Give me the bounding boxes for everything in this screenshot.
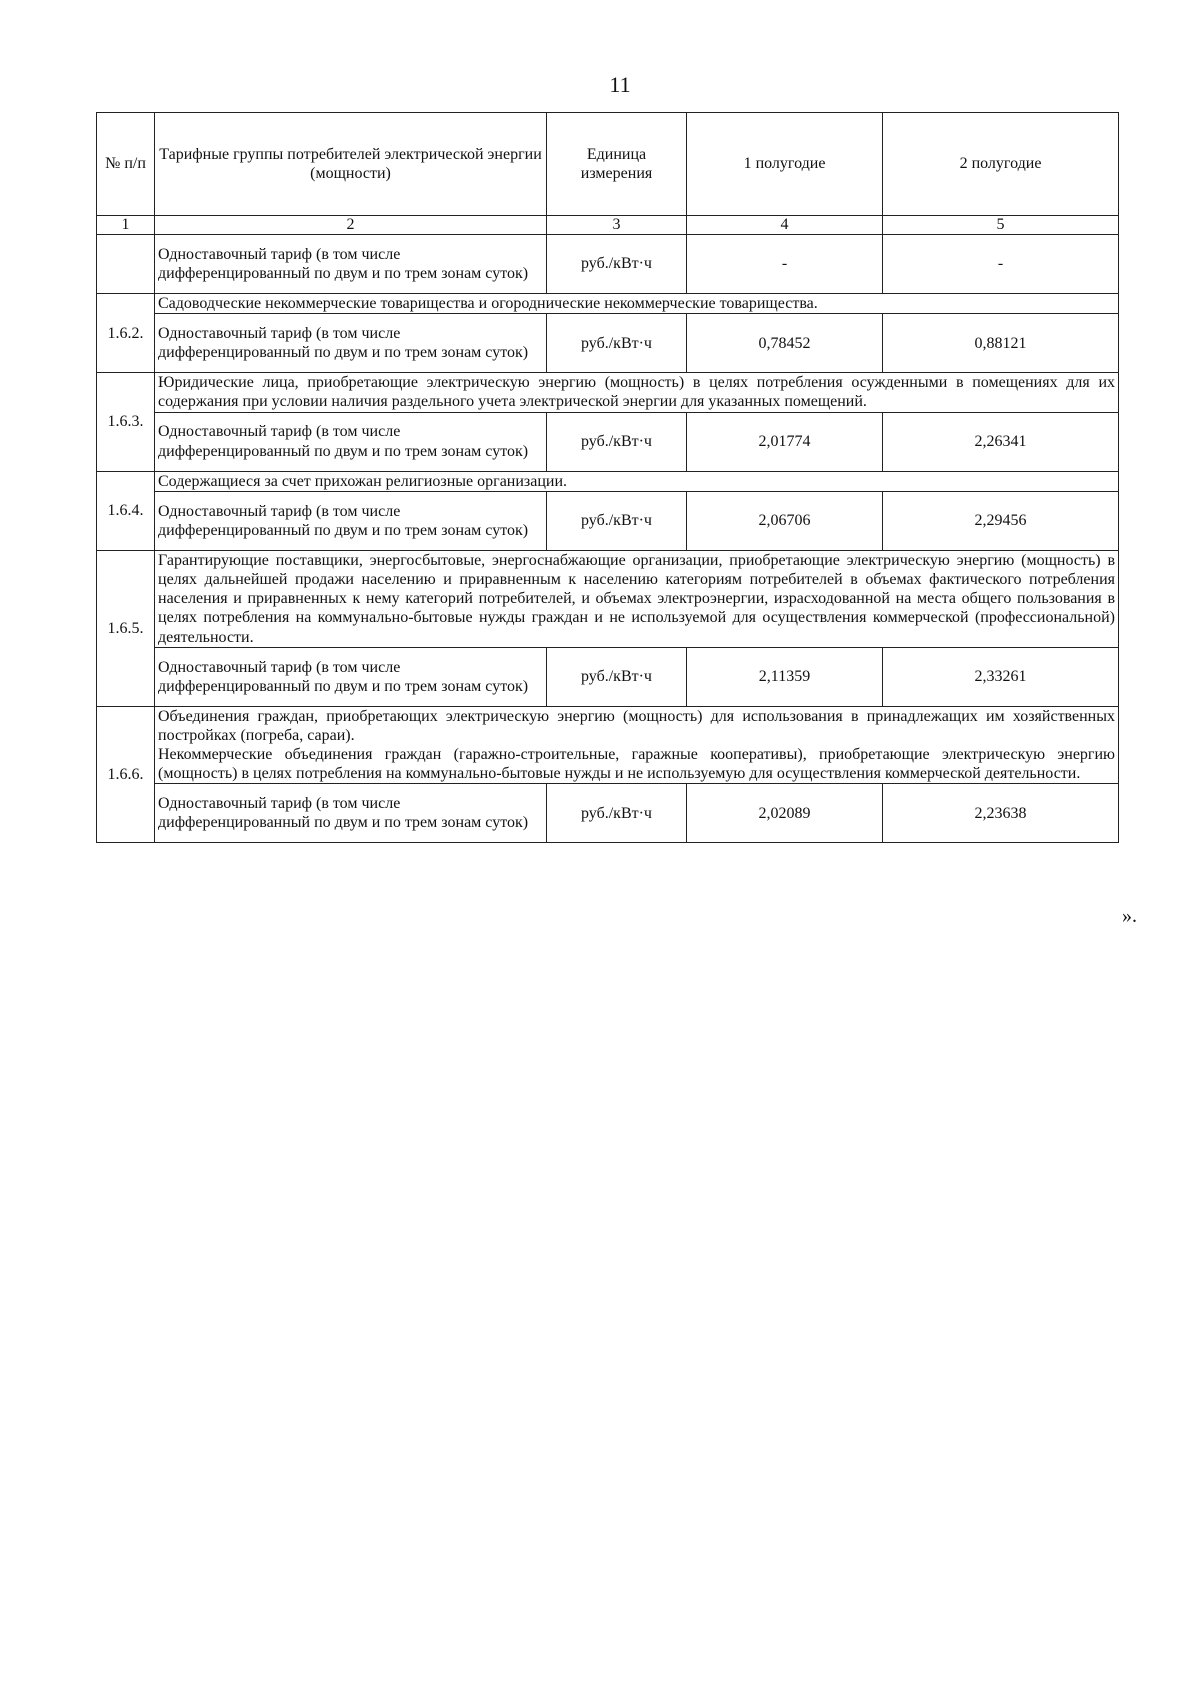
- table-row: [97, 235, 1119, 294]
- header-number: № п/п: [97, 113, 155, 216]
- column-index: 3: [547, 216, 687, 235]
- unit-cell: руб./кВт·ч: [547, 235, 687, 294]
- table-row: [97, 412, 1119, 471]
- group-description-cell: Гарантирующие поставщики, энергосбытовые, энергоснабжающие организации, приобретающие электрическую энергию (мощность) в целях дальнейшей продажи населению и приравненным к населению категориям потребителей в объемах фактического потребления населения и приравненных к нему категорий потребителей, и объемах электроэнергии, израсходованной на места общего пользования в целях потребления на коммунально-бытовые нужды граждан и не используемой для осуществления коммерческой (профессиональной) деятельности.: [155, 550, 1119, 647]
- column-index: 4: [687, 216, 883, 235]
- tariff-name-cell: Одноставочный тариф (в том числе дифференцированный по двум и по трем зонам суток): [155, 412, 547, 471]
- half-2-value: 0,88121: [883, 314, 1119, 373]
- half-1-value: -: [687, 235, 883, 294]
- table-header-row: [97, 113, 1119, 216]
- table-row: [97, 647, 1119, 706]
- unit-cell: руб./кВт·ч: [547, 784, 687, 843]
- row-number-cell: 1.6.2.: [97, 294, 155, 373]
- tariff-name-cell: Одноставочный тариф (в том числе дифференцированный по двум и по трем зонам суток): [155, 647, 547, 706]
- half-2-value: -: [883, 235, 1119, 294]
- table-row: [97, 314, 1119, 373]
- table-row-group-heading: [97, 294, 1119, 314]
- table-row-group-heading: [97, 471, 1119, 491]
- row-number-cell: [97, 235, 155, 294]
- half-2-value: 2,33261: [883, 647, 1119, 706]
- group-description-part-a: Объединения граждан, приобретающих электрическую энергию (мощность) для использования в принадлежащих им хозяйственных постройках (погреба, сараи).: [158, 707, 1115, 744]
- row-number-cell: 1.6.4.: [97, 471, 155, 550]
- group-description-cell: Содержащиеся за счет прихожан религиозные организации.: [155, 471, 1119, 491]
- header-tariff-groups: Тарифные группы потребителей электрической энергии (мощности): [155, 113, 547, 216]
- closing-quote-mark: ».: [1122, 905, 1137, 927]
- row-number-cell: 1.6.6.: [97, 706, 155, 843]
- tariff-name-cell: Одноставочный тариф (в том числе дифференцированный по двум и по трем зонам суток): [155, 784, 547, 843]
- table-row-group-heading: [97, 373, 1119, 412]
- unit-cell: руб./кВт·ч: [547, 412, 687, 471]
- half-2-value: 2,23638: [883, 784, 1119, 843]
- page-number: 11: [609, 72, 631, 97]
- table-row-group-heading: [97, 706, 1119, 784]
- column-index: 2: [155, 216, 547, 235]
- unit-cell: руб./кВт·ч: [547, 314, 687, 373]
- tariff-name-cell: Одноставочный тариф (в том числе дифференцированный по двум и по трем зонам суток): [155, 314, 547, 373]
- table-row: [97, 784, 1119, 843]
- row-number-cell: 1.6.5.: [97, 550, 155, 706]
- column-index: 1: [97, 216, 155, 235]
- unit-cell: руб./кВт·ч: [547, 647, 687, 706]
- header-half-1: 1 полугодие: [687, 113, 883, 216]
- group-description-cell: Юридические лица, приобретающие электрическую энергию (мощность) в целях потребления осужденными в помещениях для их содержания при условии наличия раздельного учета электрической энергии для указанных помещений.: [155, 373, 1119, 412]
- column-index: 5: [883, 216, 1119, 235]
- half-1-value: 2,01774: [687, 412, 883, 471]
- table-row: [97, 491, 1119, 550]
- half-2-value: 2,29456: [883, 491, 1119, 550]
- row-number-cell: 1.6.3.: [97, 373, 155, 471]
- half-2-value: 2,26341: [883, 412, 1119, 471]
- half-1-value: 2,02089: [687, 784, 883, 843]
- tariff-name-cell: Одноставочный тариф (в том числе дифференцированный по двум и по трем зонам суток): [155, 235, 547, 294]
- half-1-value: 2,11359: [687, 647, 883, 706]
- group-description-cell: [155, 706, 1119, 784]
- group-description-cell: Садоводческие некоммерческие товарищества и огороднические некоммерческие товарищества.: [155, 294, 1119, 314]
- column-index-row: [97, 216, 1119, 235]
- table-row-group-heading: [97, 550, 1119, 647]
- group-description-part-b: Некоммерческие объединения граждан (гаражно-строительные, гаражные кооперативы), приобретающие электрическую энергию (мощность) в целях потребления на коммунально-бытовые нужды и не используемую для осуществления коммерческой деятельности.: [158, 746, 1115, 783]
- tariff-table: [96, 112, 1119, 843]
- half-1-value: 0,78452: [687, 314, 883, 373]
- unit-cell: руб./кВт·ч: [547, 491, 687, 550]
- header-unit: Единица измерения: [547, 113, 687, 216]
- half-1-value: 2,06706: [687, 491, 883, 550]
- header-half-2: 2 полугодие: [883, 113, 1119, 216]
- tariff-name-cell: Одноставочный тариф (в том числе дифференцированный по двум и по трем зонам суток): [155, 491, 547, 550]
